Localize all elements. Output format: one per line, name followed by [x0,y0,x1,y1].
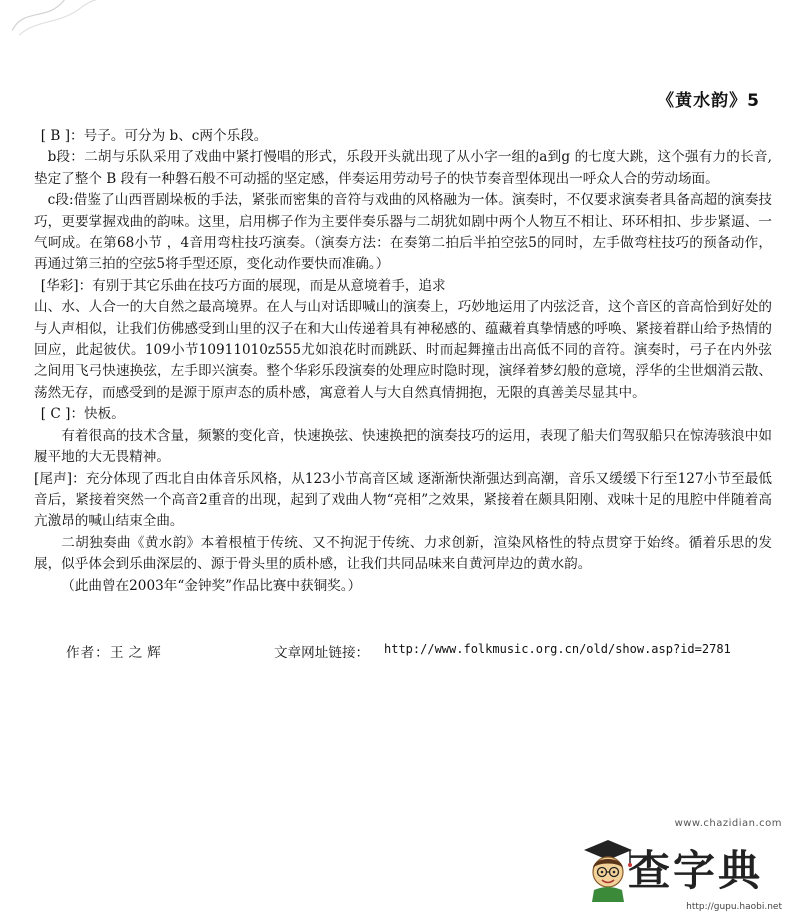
site-logo [574,818,784,914]
author-name: 王之辉 [110,645,166,661]
paragraph-c-section: c段:借鉴了山西晋剧垛板的手法，紧张而密集的音符与戏曲的风格融为一体。演奏时，不仅要求演奏者具备高超的演奏技巧，更要掌握戏曲的韵味。这里，启用梆子作为主要伴奏乐器与二胡犹如剧中两个人物互不相让、环环相扣、步步紧逼、一气呵成。在第68小节 ，4音用弯柱技巧演奏。（演奏方法：在奏第二拍后半拍空弦5的同时，左手做弯柱技巧的预备动作，再通过第三拍的空弦5将手型还原，变化动作要快而准确。） [34,192,772,273]
paragraph-award-note: （此曲曾在2003年“金钟奖”作品比赛中获铜奖。） [61,577,362,594]
article-body [34,126,772,597]
paragraph-c-body: 有着很高的技术含量，频繁的变化音，快速换弦、快速换把的演奏技巧的运用，表现了船夫们驾驭船只在惊涛骇浪中如履平地的大无畏精神。 [34,427,772,466]
page-title: 《黄水韵》5 [657,91,760,111]
logo-sub-url: http://gupu.haobi.net [686,902,782,912]
paragraph-cadenza: 山、水、人合一的大自然之最高境界。在人与山对话即喊山的演奏上，巧妙地运用了内弦泛音，这个音区的音高恰到好处的与人声相似，让我们仿佛感受到山里的汉子在和大山传递着具有神秘感的、蕴藏着真挚情感的呼唤、紧接着群山给予热情的回应，此起彼伏。109小节10911010z555尤如浪花时而跳跃、时而起舞撞击出高低不同的音符。演奏时，弓子在内外弦之间用飞弓快速换弦，左手即兴演奏。整个华彩乐段演奏的处理应时隐时现，演绎着梦幻般的意境，浮华的尘世烟消云散、荡然无存，而感受到的是源于原声态的质朴感，寓意着人与大自然真情拥抱，无限的真善美尽显其中。 [34,299,772,401]
watermark-scribble-icon [2,0,137,41]
corner-watermark [2,0,138,43]
logo-site-url: www.chazidian.com [674,818,782,829]
footer [0,641,792,663]
article-link[interactable]: http://www.folkmusic.org.cn/old/show.asp?id=2781 [384,642,731,656]
paragraph-cadenza-title: [华彩]：有别于其它乐曲在技巧方面的展现，而是从意境着手，追求 [40,277,446,294]
paragraph-b-section: b段：二胡与乐队采用了戏曲中紧打慢唱的形式，乐段开头就出现了从小字一组的a到g 的七度大跳，这个强有力的长音,垫定了整个 B 段有一种磐石般不可动摇的坚定感，伴奏运用劳动号子的快节奏音型体现出一呼众人合的劳动场面。 [34,149,772,187]
paragraph-c-title: [ C ]：快板。 [40,406,125,423]
logo-site-name: 查字典 [628,846,764,895]
paragraph-summary: 二胡独奏曲《黄水韵》本着根植于传统、又不拘泥于传统、力求创新，渲染风格性的特点贯穿于始终。循着乐思的发展，似乎体会到乐曲深层的、源于骨头里的质朴感，让我们共同品味来自黄河岸边的黄水韵。 [34,534,772,573]
paragraph-b-section-title: [ B ]：号子。可分为 b、c两个乐段。 [40,128,268,144]
link-label: 文章网址链接： [274,645,370,661]
author-label: 作者： [66,645,110,661]
paragraph-coda: [尾声]：充分体现了西北自由体音乐风格，从123小节高音区域 逐渐渐快渐强达到高潮，音乐又缓缓下行至127小节至最低音后，紧接着突然一个高音2重音的出现，起到了戏曲人物“亮相”之效果，紧接着在颇具阳刚、戏味十足的甩腔中伴随着高亢激昂的喊山结束全曲。 [34,470,772,530]
